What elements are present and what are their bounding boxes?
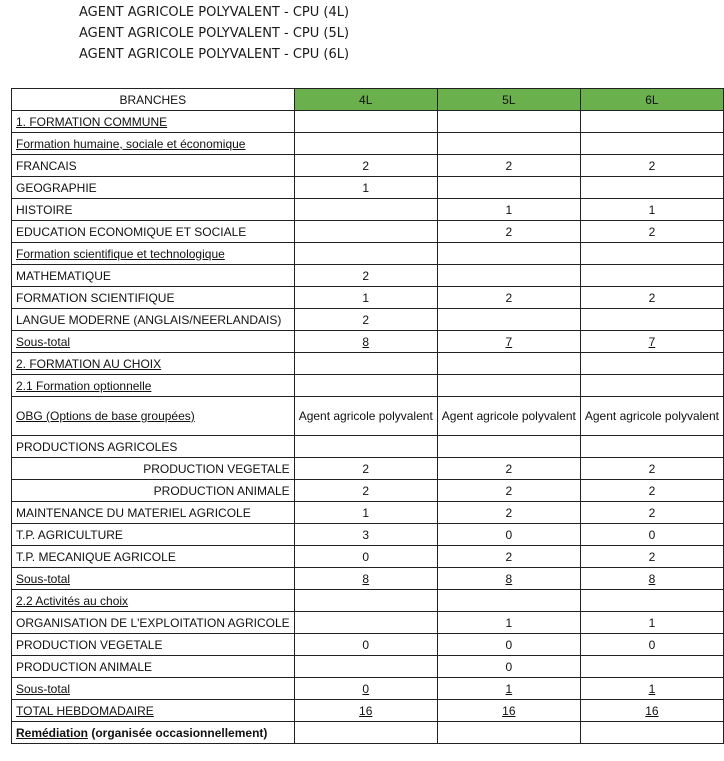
value-6l: 0: [580, 634, 723, 656]
option-5l: Agent agricole polyvalent: [437, 397, 580, 436]
section-heading: 1. FORMATION COMMUNE: [12, 111, 295, 133]
value-6l: [580, 133, 723, 155]
subtotal-5l: 7: [437, 331, 580, 353]
table-row: [12, 612, 724, 634]
total-row: [12, 700, 724, 722]
value-4l: [294, 221, 437, 243]
remediation-note: (organisée occasionnellement): [88, 725, 268, 740]
value-6l: [580, 436, 723, 458]
value-5l: [437, 722, 580, 744]
value-4l: 0: [294, 546, 437, 568]
table-row: [12, 243, 724, 265]
value-5l: [437, 265, 580, 287]
subtotal-label: Sous-total: [12, 678, 295, 700]
subject-label: PRODUCTION ANIMALE: [12, 656, 295, 678]
subject-label: PRODUCTION ANIMALE: [12, 480, 295, 502]
option-4l: Agent agricole polyvalent: [294, 397, 437, 436]
table-row: [12, 546, 724, 568]
header-level-4l: 4L: [294, 89, 437, 111]
title-6l: AGENT AGRICOLE POLYVALENT - CPU (6L): [79, 47, 350, 62]
header-branches: BRANCHES: [12, 89, 295, 111]
value-5l: 2: [437, 458, 580, 480]
subtotal-row: [12, 331, 724, 353]
branches-table: [11, 88, 724, 744]
value-5l: 2: [437, 480, 580, 502]
title-4l: AGENT AGRICOLE POLYVALENT - CPU (4L): [79, 5, 350, 20]
total-6l: 16: [580, 700, 723, 722]
value-5l: 2: [437, 502, 580, 524]
value-5l: 0: [437, 656, 580, 678]
header-level-5l: 5L: [437, 89, 580, 111]
value-5l: [437, 309, 580, 331]
subsection-heading: Formation scientifique et technologique: [12, 243, 295, 265]
value-6l: 0: [580, 524, 723, 546]
subsection-heading: 2.1 Formation optionnelle: [12, 375, 295, 397]
remediation-row: [12, 722, 724, 744]
table-row: [12, 309, 724, 331]
value-5l: [437, 375, 580, 397]
value-4l: [294, 111, 437, 133]
table-header-row: [12, 89, 724, 111]
table-row: [12, 265, 724, 287]
value-6l: 2: [580, 458, 723, 480]
value-4l: 2: [294, 265, 437, 287]
document-titles: [79, 2, 349, 65]
value-6l: [580, 590, 723, 612]
table-row: [12, 436, 724, 458]
obg-label: OBG (Options de base groupées): [12, 397, 295, 436]
value-6l: 2: [580, 221, 723, 243]
subtotal-6l: 8: [580, 568, 723, 590]
value-4l: [294, 612, 437, 634]
value-6l: 2: [580, 480, 723, 502]
value-6l: [580, 111, 723, 133]
total-5l: 16: [437, 700, 580, 722]
subtotal-label: Sous-total: [12, 331, 295, 353]
table-row: [12, 287, 724, 309]
value-4l: [294, 656, 437, 678]
value-6l: [580, 353, 723, 375]
remediation-cell: [12, 722, 295, 744]
subject-label: MAINTENANCE DU MATERIEL AGRICOLE: [12, 502, 295, 524]
value-6l: [580, 177, 723, 199]
value-4l: [294, 375, 437, 397]
table-row: [12, 353, 724, 375]
table-row: [12, 133, 724, 155]
subtotal-5l: 1: [437, 678, 580, 700]
value-6l: [580, 265, 723, 287]
total-label: TOTAL HEBDOMADAIRE: [12, 700, 295, 722]
value-5l: 2: [437, 546, 580, 568]
value-6l: 2: [580, 502, 723, 524]
value-6l: [580, 309, 723, 331]
value-4l: 0: [294, 634, 437, 656]
value-5l: [437, 133, 580, 155]
subtotal-6l: 1: [580, 678, 723, 700]
subject-label: T.P. AGRICULTURE: [12, 524, 295, 546]
subtotal-4l: 8: [294, 568, 437, 590]
subsection-heading: Formation humaine, sociale et économique: [12, 133, 295, 155]
value-5l: [437, 243, 580, 265]
header-level-6l: 6L: [580, 89, 723, 111]
table-row: [12, 634, 724, 656]
value-5l: 2: [437, 155, 580, 177]
subtotal-4l: 8: [294, 331, 437, 353]
subject-label: MATHEMATIQUE: [12, 265, 295, 287]
subject-label: EDUCATION ECONOMIQUE ET SOCIALE: [12, 221, 295, 243]
value-4l: 1: [294, 502, 437, 524]
subtotal-4l: 0: [294, 678, 437, 700]
value-5l: [437, 111, 580, 133]
subject-label: GEOGRAPHIE: [12, 177, 295, 199]
table-row: [12, 155, 724, 177]
value-4l: [294, 722, 437, 744]
value-4l: 2: [294, 458, 437, 480]
value-4l: [294, 353, 437, 375]
table-row: [12, 656, 724, 678]
value-4l: [294, 436, 437, 458]
table-row: [12, 177, 724, 199]
value-5l: 2: [437, 287, 580, 309]
value-5l: 1: [437, 612, 580, 634]
value-6l: 1: [580, 199, 723, 221]
value-5l: 2: [437, 221, 580, 243]
title-5l: AGENT AGRICOLE POLYVALENT - CPU (5L): [79, 26, 350, 41]
value-4l: 3: [294, 524, 437, 546]
subject-label: HISTOIRE: [12, 199, 295, 221]
value-6l: 2: [580, 546, 723, 568]
total-4l: 16: [294, 700, 437, 722]
value-6l: 2: [580, 155, 723, 177]
table-row: [12, 397, 724, 436]
value-6l: 2: [580, 287, 723, 309]
subtotal-row: [12, 568, 724, 590]
value-6l: [580, 375, 723, 397]
subject-label: T.P. MECANIQUE AGRICOLE: [12, 546, 295, 568]
subtotal-row: [12, 678, 724, 700]
table-row: [12, 590, 724, 612]
value-5l: [437, 590, 580, 612]
table-row: [12, 502, 724, 524]
value-4l: [294, 243, 437, 265]
subject-label: PRODUCTION VEGETALE: [12, 634, 295, 656]
value-4l: 1: [294, 287, 437, 309]
value-5l: 0: [437, 634, 580, 656]
subject-label: PRODUCTION VEGETALE: [12, 458, 295, 480]
subject-label: FORMATION SCIENTIFIQUE: [12, 287, 295, 309]
value-5l: 1: [437, 199, 580, 221]
subtotal-6l: 7: [580, 331, 723, 353]
value-6l: [580, 656, 723, 678]
table-row: [12, 458, 724, 480]
value-4l: 1: [294, 177, 437, 199]
subject-label: FRANCAIS: [12, 155, 295, 177]
subtotal-label: Sous-total: [12, 568, 295, 590]
subject-label: LANGUE MODERNE (ANGLAIS/NEERLANDAIS): [12, 309, 295, 331]
value-6l: 1: [580, 612, 723, 634]
subtotal-5l: 8: [437, 568, 580, 590]
value-4l: [294, 133, 437, 155]
value-4l: 2: [294, 155, 437, 177]
option-6l: Agent agricole polyvalent: [580, 397, 723, 436]
table-row: [12, 524, 724, 546]
value-6l: [580, 722, 723, 744]
value-5l: [437, 436, 580, 458]
value-4l: 2: [294, 480, 437, 502]
value-6l: [580, 243, 723, 265]
value-4l: 2: [294, 309, 437, 331]
value-4l: [294, 590, 437, 612]
value-5l: 0: [437, 524, 580, 546]
table-row: [12, 221, 724, 243]
table-row: [12, 111, 724, 133]
subject-label: PRODUCTIONS AGRICOLES: [12, 436, 295, 458]
table-row: [12, 199, 724, 221]
table-row: [12, 480, 724, 502]
value-5l: [437, 177, 580, 199]
value-4l: [294, 199, 437, 221]
table-row: [12, 375, 724, 397]
remediation-label: Remédiation: [16, 725, 89, 740]
value-5l: [437, 353, 580, 375]
subject-label: ORGANISATION DE L'EXPLOITATION AGRICOLE: [12, 612, 295, 634]
subsection-heading: 2.2 Activités au choix: [12, 590, 295, 612]
section-heading: 2. FORMATION AU CHOIX: [12, 353, 295, 375]
